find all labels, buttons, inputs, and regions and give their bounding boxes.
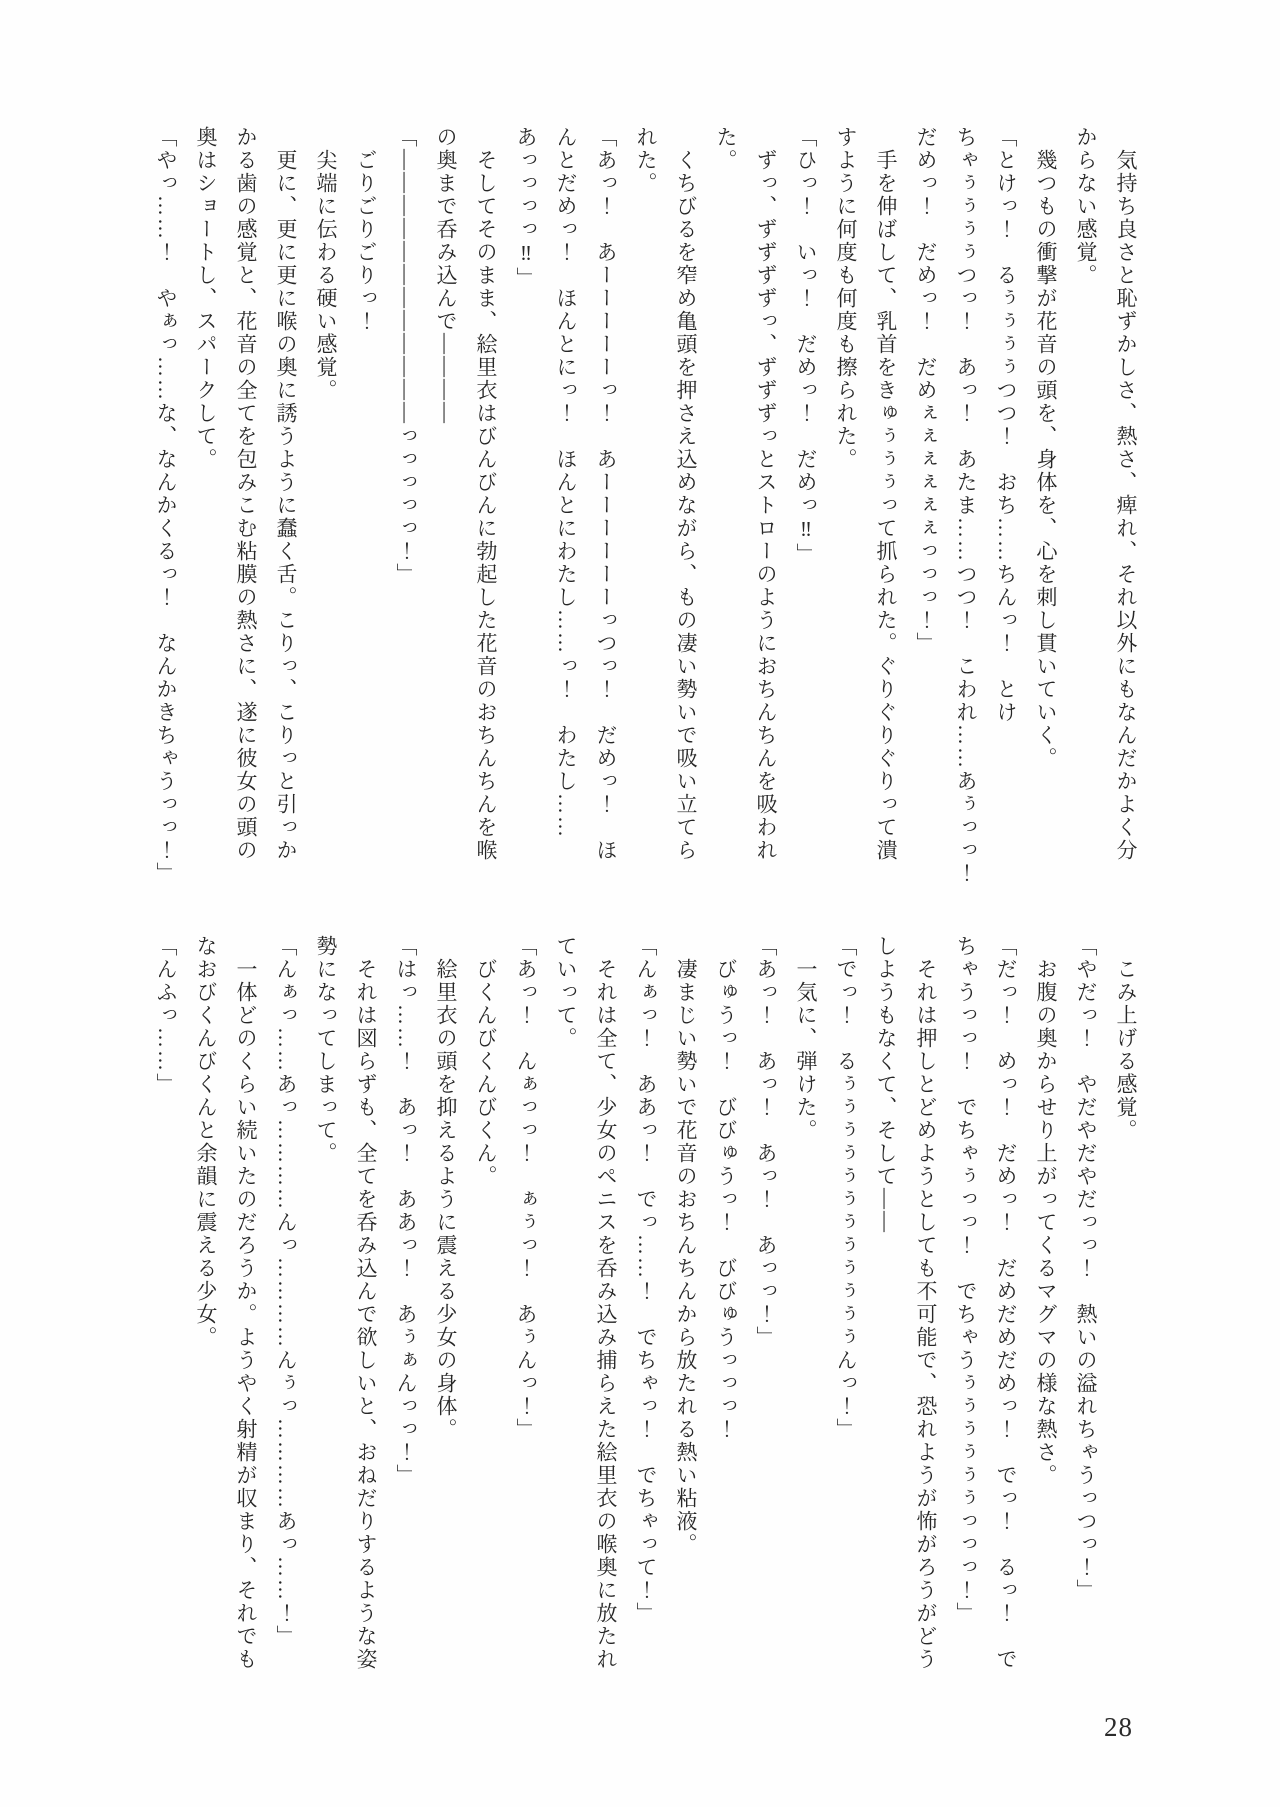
- text-column: 「あっ！ んぁっっ！ ぁぅっ！ あぅんっ！」: [514, 935, 538, 1441]
- text-column: 「だっ！ めっ！ だめっ！ だめだめだめっ！ でっ！ るっ！ で: [994, 935, 1018, 1671]
- text-column: 手を伸ばして、乳首をきゅぅぅぅって抓られた。ぐりぐりぐりって潰: [874, 126, 898, 862]
- text-column: しようもなくて、そして――: [874, 935, 898, 1234]
- text-column: 「あっ！ あっ！ あっ！ あっっ！」: [754, 935, 778, 1349]
- text-column: だめっ！ だめっ！ だめぇぇぇぇぇぇっっっ！」: [914, 126, 938, 655]
- text-column: こみ上げる感覚。: [1114, 935, 1138, 1142]
- text-column: すように何度も何度も擦られた。: [834, 126, 858, 471]
- text-column: お腹の奥からせり上がってくるマグマの様な熱さ。: [1034, 935, 1058, 1487]
- text-column: 「んふっ……」: [154, 935, 178, 1096]
- text-column: それは押しとどめようとしても不可能で、恐れようが怖がろうがどう: [914, 935, 938, 1671]
- text-column: 更に、更に更に喉の奥に誘うように蠢く舌。こりっ、こりっと引っか: [274, 126, 298, 862]
- text-column: 「あっ！ あーーーーーっ！ あーーーーーーっつっ！ だめっ！ ほ: [594, 126, 618, 862]
- text-column: 勢になってしまって。: [314, 935, 338, 1165]
- text-column: 絵里衣の頭を抑えるように震える少女の身体。: [434, 935, 458, 1441]
- text-column: んとだめっ！ ほんとにっ！ ほんとにわたし……っ！ わたし……: [554, 126, 578, 839]
- text-column: 「んぁっ！ ああっ！ でっ……！ でちゃっ！ でちゃって！」: [634, 935, 658, 1625]
- text-column: 「んぁっ……あっ…………んっ…………んぅっ…………あっ……！」: [274, 935, 298, 1648]
- text-column: 「やっ……！ やぁっ……な、なんかくるっ！ なんかきちゃうっっ！」: [154, 126, 178, 885]
- text-column: 「でっ！ るぅぅぅぅぅぅぅぅぅぅぅぅんっ！」: [834, 935, 858, 1441]
- text-column: なおびくんびくんと余韻に震える少女。: [194, 935, 218, 1349]
- text-column: 奥はショートし、スパークして。: [194, 126, 218, 471]
- text-column: た。: [714, 126, 738, 172]
- text-column: ちゃうっっ！ でちゃぅっっ！ でちゃうぅぅぅぅぅぅっっっ！」: [954, 935, 978, 1625]
- text-column: 一気に、弾けた。: [794, 935, 818, 1142]
- text-column: 幾つもの衝撃が花音の頭を、身体を、心を刺し貫いていく。: [1034, 126, 1058, 770]
- text-column: 「やだっ！ やだやだやだっっ！ 熱いの溢れちゃうっつっ！」: [1074, 935, 1098, 1602]
- text-column: かる歯の感覚と、花音の全てを包みこむ粘膜の熱さに、遂に彼女の頭の: [234, 126, 258, 862]
- text-column: 気持ち良さと恥ずかしさ、熱さ、痺れ、それ以外にもなんだかよく分: [1114, 126, 1138, 862]
- text-column: 尖端に伝わる硬い感覚。: [314, 126, 338, 402]
- text-column: ちゃぅぅぅぅつっ！ あっ！ あたま……つつ！ こわれ……あぅっっ！: [954, 126, 978, 885]
- text-column: あっっっっ‼」: [514, 126, 538, 290]
- text-column: 凄まじい勢いで花音のおちんちんから放たれる熱い粘液。: [674, 935, 698, 1556]
- text-column: 「――――――――――――っっっっっ！」: [394, 126, 418, 586]
- text-column: くちびるを窄め亀頭を押さえ込めながら、もの凄い勢いで吸い立てら: [674, 126, 698, 862]
- text-column: それは全て、少女のペニスを呑み込み捕らえた絵里衣の喉奥に放たれ: [594, 935, 618, 1671]
- text-column: ていって。: [554, 935, 578, 1050]
- text-column: からない感覚。: [1074, 126, 1098, 287]
- text-column: それは図らずも、全てを呑み込んで欲しいと、おねだりするような姿: [354, 935, 378, 1671]
- text-column: びくんびくんびくん。: [474, 935, 498, 1188]
- text-column: ずっ、ずずずずっ、ずずずっとストローのようにおちんちんを吸われ: [754, 126, 778, 862]
- text-column: れた。: [634, 126, 658, 195]
- text-column: 一体どのくらい続いたのだろうか。ようやく射精が収まり、それでも: [234, 935, 258, 1671]
- text-column: の奥まで呑み込んで――――: [434, 126, 458, 425]
- text-column: びゅうっ！ びびゅうっ！ びびゅうっっっ！: [714, 935, 738, 1441]
- text-column: ごりごりごりっ！: [354, 126, 378, 333]
- text-column: 「はっ……！ あっ！ ああっ！ あぅぁんっっ！」: [394, 935, 418, 1487]
- text-column: そしてそのまま、絵里衣はびんびんに勃起した花音のおちんちんを喉: [474, 126, 498, 862]
- text-column: 「ひっ！ いっ！ だめっ！ だめっ‼」: [794, 126, 818, 566]
- text-block-top: [146, 126, 1146, 885]
- text-block-bottom: [146, 935, 1146, 1675]
- page-number: 28: [1104, 1712, 1133, 1742]
- text-column: 「とけっ！ るぅぅぅぅつつ！ おち……ちんっ！ とけ: [994, 126, 1018, 724]
